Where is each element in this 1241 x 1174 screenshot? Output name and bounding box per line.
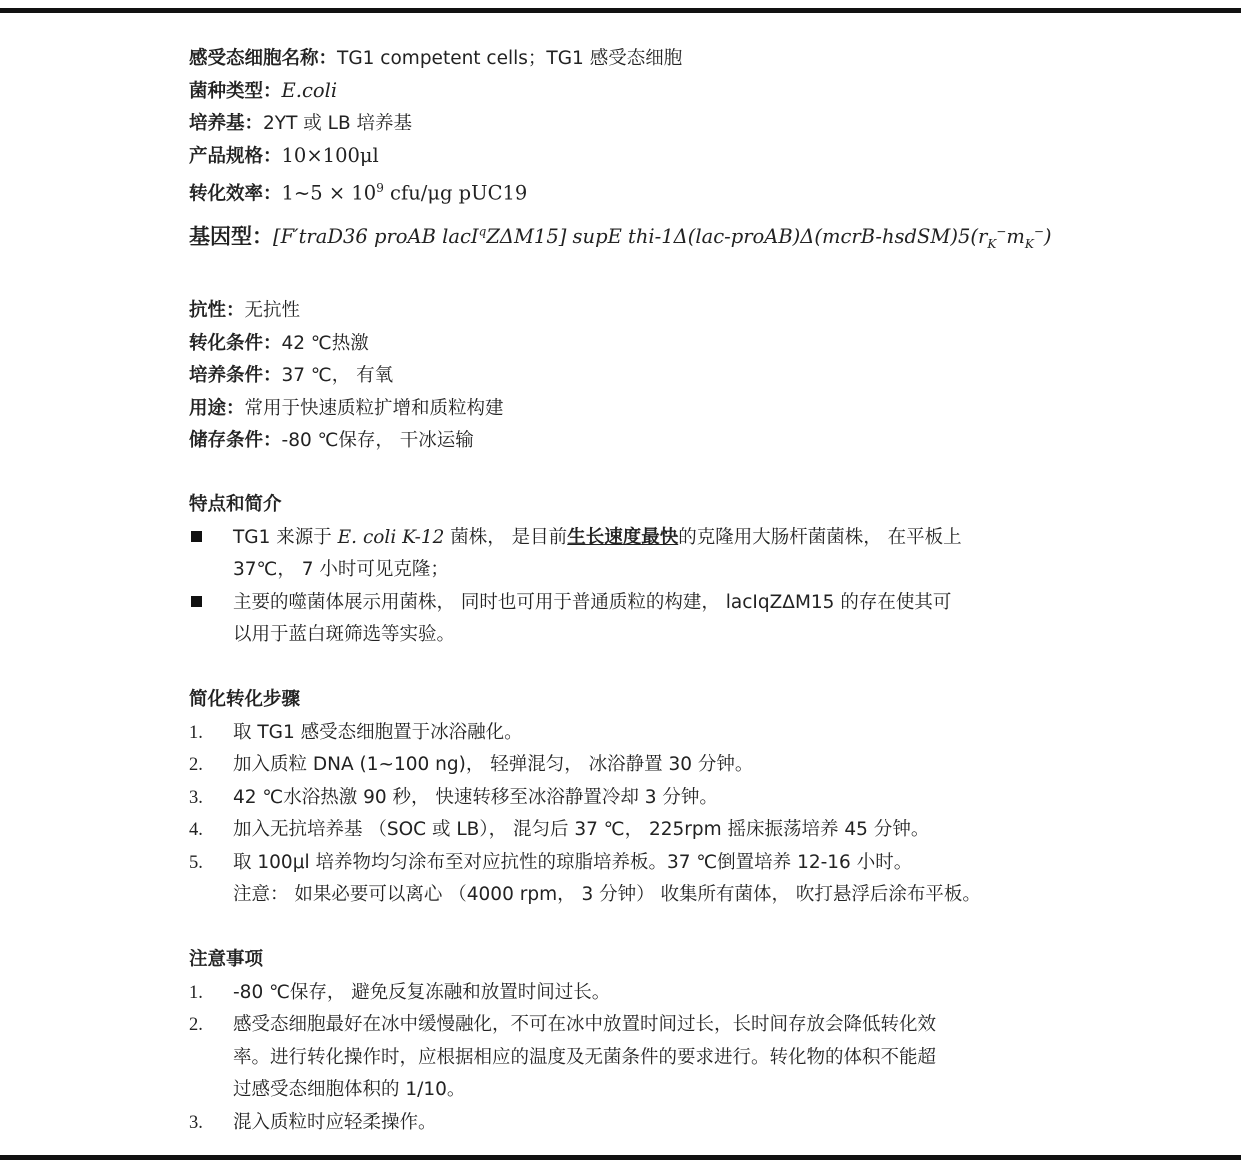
- step-item: [189, 717, 1069, 750]
- step-text: 加入无抗培养基 （SOC 或 LB）， 混匀后 37 ℃， 225rpm 摇床振荡培养 45 分钟。: [233, 819, 930, 841]
- note-text: 过感受态细胞体积的 1/10。: [233, 1079, 466, 1101]
- step-item: [189, 847, 1069, 880]
- spacer: [189, 457, 1069, 489]
- genotype-part: ): [1043, 225, 1052, 249]
- spec-value: 10×100μl: [281, 143, 379, 167]
- prop-transform-condition: [189, 327, 1069, 360]
- spec-size: [189, 140, 1069, 173]
- notes-heading: 注意事项: [189, 949, 264, 971]
- steps-heading: 简化转化步骤: [189, 688, 301, 710]
- genotype-sup: −: [996, 224, 1007, 239]
- step-item: [189, 782, 1069, 815]
- genotype-part: m: [1006, 225, 1025, 249]
- step-number: 4.: [189, 820, 203, 841]
- step-text: 取 100μl 培养物均匀涂布至对应抗性的琼脂培养板。37 ℃倒置培养 12-16 小时。: [233, 851, 913, 873]
- spec-cell-name: [189, 42, 1069, 75]
- step-text: 取 TG1 感受态细胞置于冰浴融化。: [233, 721, 523, 743]
- feature-text: 的克隆用大肠杆菌菌株， 在平板上: [678, 526, 962, 548]
- bullet-square-icon: [189, 522, 229, 555]
- feature-item: [189, 587, 1069, 652]
- prop-label: 抗性：: [189, 299, 245, 321]
- prop-label: 用途：: [189, 397, 245, 419]
- prop-value: 常用于快速质粒扩增和质粒构建: [244, 397, 504, 419]
- genotype-sup: q: [478, 224, 487, 239]
- prop-value: -80 ℃保存， 干冰运输: [281, 430, 474, 452]
- note-number: 3.: [189, 1113, 203, 1134]
- note-number: 2.: [189, 1015, 203, 1036]
- spacer: [189, 252, 1069, 294]
- spec-strain-type: [189, 75, 1069, 108]
- prop-resistance: [189, 294, 1069, 327]
- feature-text: 主要的噬菌体展示用菌株， 同时也可用于普通质粒的构建， lacIqZΔM15 的存在使其可: [233, 591, 952, 613]
- spec-label: 菌种类型：: [189, 80, 282, 102]
- feature-item: [189, 522, 1069, 587]
- note-item: [189, 1009, 1069, 1107]
- genotype-part: ZΔM15] supE thi-1Δ(lac-proAB)Δ(mcrB-hsdSM)5(r: [486, 225, 988, 249]
- spec-value: E.coli: [281, 78, 338, 102]
- step-item: [189, 749, 1069, 782]
- step-number: 1.: [189, 722, 203, 743]
- genotype-sup: −: [1033, 224, 1044, 239]
- spec-label: 转化效率：: [189, 183, 282, 205]
- document-body: [189, 42, 1069, 1140]
- bullet-square-icon: [189, 587, 229, 620]
- feature-highlight: 生长速度最快: [567, 526, 679, 548]
- spec-value: 2YT 或 LB 培养基: [263, 113, 413, 135]
- spec-efficiency: [189, 172, 1069, 205]
- step-note-text: 注意： 如果必要可以离心 （4000 rpm， 3 分钟） 收集所有菌体， 吹打悬浮后涂布平板。: [233, 884, 981, 906]
- top-rule: [0, 8, 1241, 13]
- spec-label: 感受态细胞名称：: [189, 48, 338, 69]
- step-note: [189, 879, 1069, 912]
- feature-species: E. coli K-12: [337, 526, 445, 548]
- step-text: 42 ℃水浴热激 90 秒， 快速转移至冰浴静置冷却 3 分钟。: [233, 786, 718, 808]
- step-number: 5.: [189, 852, 203, 873]
- prop-usage: [189, 392, 1069, 425]
- prop-label: 储存条件：: [189, 430, 282, 452]
- genotype-label: 基因型：: [189, 224, 273, 249]
- bottom-rule: [0, 1155, 1241, 1160]
- prop-value: 无抗性: [244, 299, 301, 321]
- note-number: 1.: [189, 982, 203, 1003]
- genotype-value: [273, 224, 1052, 252]
- feature-text: TG1 来源于: [233, 526, 338, 548]
- note-text: 率。进行转化操作时，应根据相应的温度及无菌条件的要求进行。转化物的体积不能超: [233, 1046, 937, 1068]
- genotype-sub: K: [987, 237, 997, 252]
- prop-value: 42 ℃热激: [281, 332, 369, 354]
- spec-value: TG1 competent cells；TG1 感受态细胞: [337, 48, 683, 69]
- step-item: [189, 814, 1069, 847]
- prop-value: 37 ℃， 有氧: [281, 365, 394, 387]
- genotype-part: [F′traD36 proAB lacI: [273, 225, 479, 249]
- step-text: 加入质粒 DNA (1~100 ng)， 轻弹混匀， 冰浴静置 30 分钟。: [233, 754, 754, 776]
- note-text: 混入质粒时应轻柔操作。: [233, 1112, 437, 1134]
- feature-text: 菌株， 是目前: [444, 526, 568, 548]
- note-text: 感受态细胞最好在冰中缓慢融化，不可在冰中放置时间过长，长时间存放会降低转化效: [233, 1014, 937, 1036]
- prop-label: 转化条件：: [189, 332, 282, 354]
- spec-value-suffix: cfu/μg pUC19: [383, 181, 528, 205]
- note-text: -80 ℃保存， 避免反复冻融和放置时间过长。: [233, 981, 611, 1003]
- spec-value-prefix: 1~5 × 10: [281, 181, 377, 205]
- prop-culture-condition: [189, 359, 1069, 392]
- spacer: [189, 912, 1069, 944]
- prop-storage: [189, 424, 1069, 457]
- step-number: 3.: [189, 787, 203, 808]
- spec-value-exponent: 9: [376, 181, 384, 196]
- genotype-line: [189, 212, 1069, 252]
- spec-label: 培养基：: [189, 113, 264, 135]
- prop-label: 培养条件：: [189, 365, 282, 387]
- note-item: [189, 1107, 1069, 1140]
- spacer: [189, 652, 1069, 684]
- features-heading: 特点和简介: [189, 493, 282, 515]
- feature-text: 以用于蓝白斑筛选等实验。: [233, 624, 456, 646]
- step-number: 2.: [189, 755, 203, 776]
- spec-label: 产品规格：: [189, 145, 282, 167]
- genotype-sub: K: [1024, 237, 1034, 252]
- note-item: [189, 977, 1069, 1010]
- feature-text: 37℃， 7 小时可见克隆；: [233, 559, 449, 581]
- spec-medium: [189, 107, 1069, 140]
